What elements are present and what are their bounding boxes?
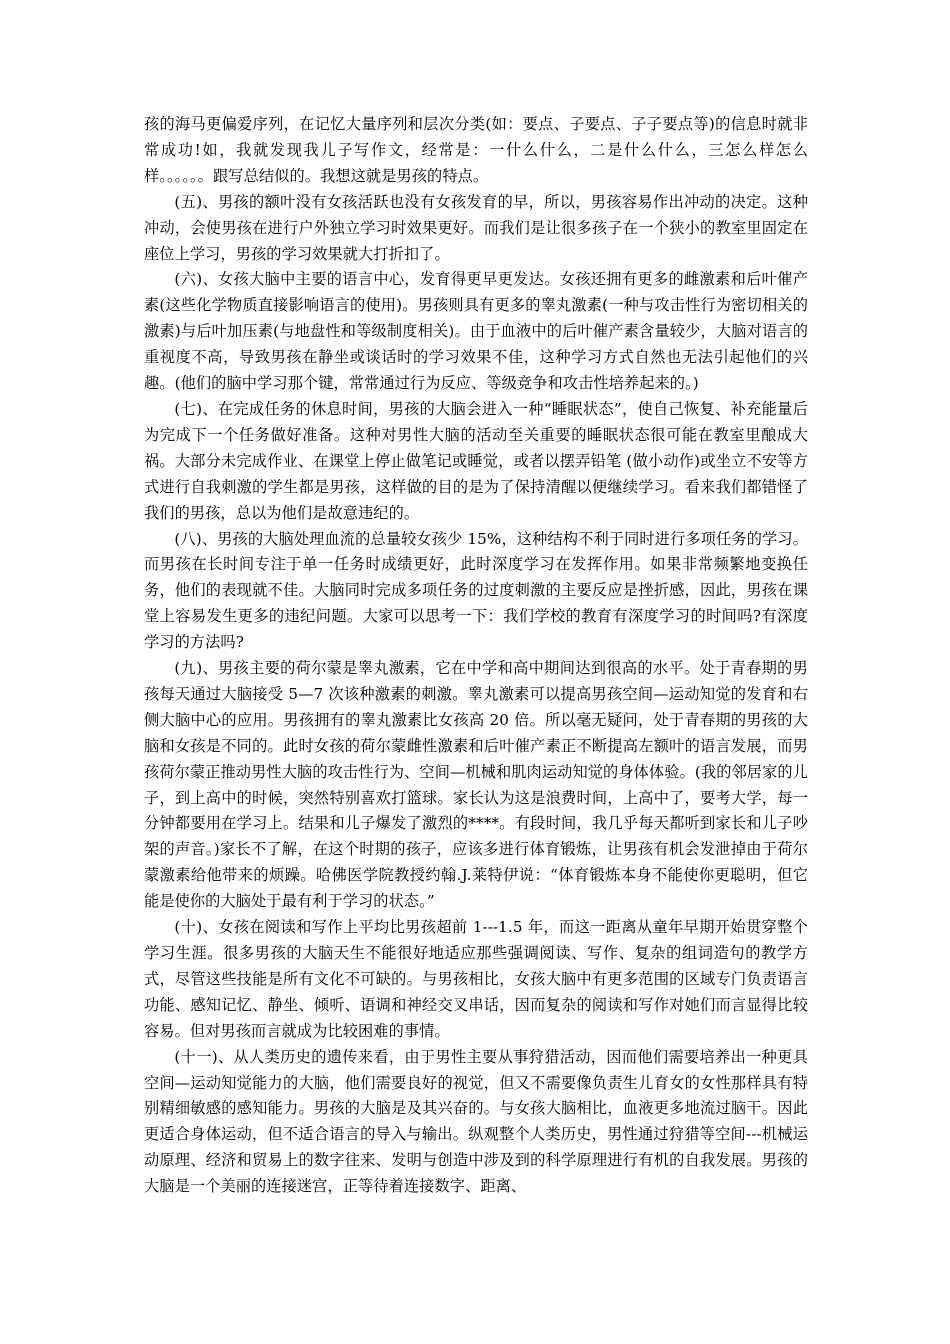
paragraph-10: (十)、女孩在阅读和写作上平均比男孩超前 1---1.5 年，而这一距离从童年早期开始贯穿整个学习生涯。很多男孩的大脑天生不能很好地适应那些强调阅读、写作、复杂的组词造句的教学方式，尽管这些技能是所有文化不可缺的。与男孩相比，女孩大脑中有更多范围的区域专门负责语言功能、感知记忆、静坐、倾听、语调和神经交叉串话，因而复杂的阅读和写作对她们而言显得比较容易。但对男孩而言就成为比较困难的事情。 — [144, 918, 808, 1040]
paragraph-8: (八)、男孩的大脑处理血流的总量较女孩少 15%，这种结构不利于同时进行多项任务的学习。而男孩在长时间专注于单一任务时成绩更好，此时深度学习在发挥作用。如果非常频繁地变换任务，他们的表现就不佳。大脑同时完成多项任务的过度刺激的主要反应是挫折感，因此，男孩在课堂上容易发生更多的违纪问题。大家可以思考一下：我们学校的教育有深度学习的时间吗?有深度学习的方法吗? — [144, 529, 808, 652]
document-body — [144, 112, 808, 1200]
paragraph-5: (五)、男孩的额叶没有女孩活跃也没有女孩发育的早，所以，男孩容易作出冲动的决定。这种冲动，会使男孩在进行户外独立学习时效果更好。而我们是让很多孩子在一个狭小的教室里固定在座位上学习，男孩的学习效果就大打折扣了。 — [144, 192, 808, 263]
paragraph-11: (十一)、从人类历史的遗传来看，由于男性主要从事狩猎活动，因而他们需要培养出一种更具空间—运动知觉能力的大脑，他们需要良好的视觉，但又不需要像负责生儿育女的女性那样具有特别精细敏感的感知能力。男孩的大脑是及其兴奋的。与女孩大脑相比，血液更多地流过脑干。因此更适合身体运动，但不适合语言的导入与输出。纵观整个人类历史，男性通过狩猎等空间---机械运动原理、经济和贸易上的数字往来、发明与创造中涉及到的科学原理进行有机的自我发展。男孩的大脑是一个美丽的连接迷宫，正等待着连接数字、距离、 — [144, 1047, 808, 1196]
paragraph-7: (七)、在完成任务的休息时间，男孩的大脑会进入一种“睡眠状态”，使自己恢复、补充能量后为完成下一个任务做好准备。这种对男性大脑的活动至关重要的睡眠状态很可能在教室里酿成大祸。大部分未完成作业、在课堂上停止做笔记或睡觉，或者以摆弄铅笔 (做小动作)或坐立不安等方式进行自我刺激的学生都是男孩，这样做的目的是为了保持清醒以便继续学习。看来我们都错怪了我们的男孩，总以为他们是故意违纪的。 — [144, 399, 808, 522]
paragraph-9: (九)、男孩主要的荷尔蒙是睾丸激素，它在中学和高中期间达到很高的水平。处于青春期的男孩每天通过大脑接受 5—7 次该种激素的刺激。睾丸激素可以提高男孩空间—运动知觉的发育和右侧大脑中心的应用。男孩拥有的睾丸激素比女孩高 20 倍。所以毫无疑问，处于青春期的男孩的大脑和女孩是不同的。此时女孩的荷尔蒙雌性激素和后叶催产素正不断提高左额叶的语言发展，而男孩荷尔蒙正推动男性大脑的攻击性行为、空间—机械和肌肉运动知觉的身体体验。(我的邻居家的儿子，到上高中的时候，突然特别喜欢打篮球。家长认为这是浪费时间，上高中了，要考大学，每一分钟都要用在学习上。结果和儿子爆发了激烈的****。有段时间，我几乎每天都听到家长和儿子吵架的声音。)家长不了解，在这个时期的孩子，应该多进行体育锻炼，让男孩有机会发泄掉由于荷尔蒙激素给他带来的烦躁。哈佛医学院教授约翰.J.莱特伊说：“体育锻炼本身不能使你更聪明，但它能是使你的大脑处于最有利于学习的状态。” — [144, 659, 808, 911]
paragraph-6: (六)、女孩大脑中主要的语言中心，发育得更早更发达。女孩还拥有更多的雌激素和后叶催产素(这些化学物质直接影响语言的使用)。男孩则具有更多的睾丸激素(一种与攻击性行为密切相关的激素)与后叶加压素(与地盘性和等级制度相关)。由于血液中的后叶催产素含量较少，大脑对语言的重视度不高，导致男孩在静坐或谈话时的学习效果不佳，这种学习方式自然也无法引起他们的兴趣。(他们的脑中学习那个键，常常通过行为反应、等级竞争和攻击性培养起来的。) — [144, 270, 808, 393]
paragraph-continuation: 孩的海马更偏爱序列，在记忆大量序列和层次分类(如：要点、子要点、子子要点等)的信息时就非常成功!如，我就发现我儿子写作文，经常是：一什么什么，二是什么什么，三怎么样怎么样。。。。。。跟写总结似的。我想这就是男孩的特点。 — [144, 115, 808, 185]
